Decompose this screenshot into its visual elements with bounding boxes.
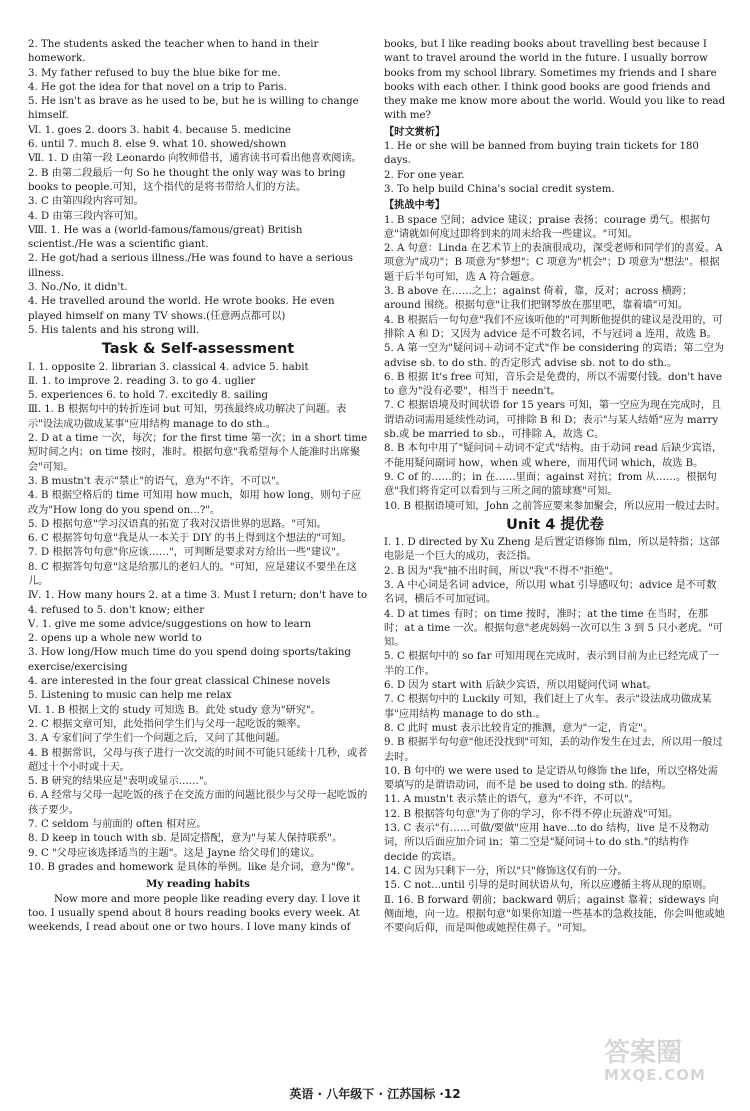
answer-line: Ⅴ. 1. give me some advice/suggestions on how to learn bbox=[28, 618, 312, 630]
section-title-shishi: 【时文赏析】 bbox=[384, 125, 446, 138]
essay-paragraph: Now more and more people like reading every day. I love it too. I usually spend about 8 hours reading books every week. At weekends, I read about one or two hours. I love many kinds of bbox=[28, 893, 361, 934]
answer-line: 3. B mustn't 表示"禁止"的语气，意为"不许，不可以"。 bbox=[28, 475, 286, 487]
answer-line: 5. B 研究的结果应是"表明或显示……"。 bbox=[28, 776, 214, 788]
answer-line: 5. Listening to music can help me relax bbox=[28, 690, 232, 702]
answer-line: 10. B 句中的 we were used to 是定语从句修饰 the life，所以空格处需要填写的是谓语动词，而不是 be used to doing sth. 的结构。 bbox=[384, 765, 718, 792]
answer-line: 8. B 本句中用了"疑问词＋动词不定式"结构。由于动词 read 后缺少宾语，不能用疑问副词 how，when 或 where，而用代词 which，故选 B。 bbox=[384, 443, 723, 469]
answer-line: Ⅱ. 1. to improve 2. reading 3. to go 4. uglier bbox=[28, 375, 256, 387]
answer-line: 9. C "父母应该选择适当的主题"。这是 Jayne 给父母们的建议。 bbox=[28, 847, 321, 859]
answer-line: 4. B 根据后一句句意"我们不应该听他的"可判断他提供的建议是没用的，可排除 A 和 D；又因为 advice 是不可数名词，不与冠词 a 连用，故选 B。 bbox=[384, 314, 723, 340]
answer-line: 5. He isn't as brave as he used to be, but he is willing to change himself. bbox=[28, 96, 359, 122]
answer-line: 3. My father refused to buy the blue bike for me. bbox=[28, 67, 281, 79]
answer-line: Ⅰ. 1. D directed by Xu Zheng 是后置定语修饰 film，所以是特指；这部电影是一个巨大的成功，表泛指。 bbox=[384, 537, 720, 563]
answer-line: 2. B 因为"我"抽不出时间，所以"我"不得不"拒绝"。 bbox=[384, 565, 620, 577]
answer-line: 2. B 由第二段最后一句 So he thought the only way was to bring books to people.可知，这个指代的是将书带给人们的方法。 bbox=[28, 167, 346, 193]
left-column bbox=[28, 38, 368, 935]
answer-line: 4. are interested in the four great classical Chinese novels bbox=[28, 676, 331, 688]
answer-line: 6. A 经常与父母一起吃饭的孩子在交流方面的问题比很少与父母一起吃饭的孩子要少。 bbox=[28, 790, 368, 816]
answer-line: 7. D 根据答句句意"你应该……"，可判断是要求对方给出一些"建议"。 bbox=[28, 547, 347, 559]
answer-line: 4. B 根据空格后的 time 可知用 how much，如用 how long，则句子应改为"How long do you spend on...?"。 bbox=[28, 490, 362, 516]
answer-line: Ⅵ. 1. goes 2. doors 3. habit 4. because 5. medicine bbox=[28, 124, 291, 136]
answer-line: 3. A 专家们问了学生们一个问题之后，又问了其他问题。 bbox=[28, 733, 286, 745]
answer-line: 8. D keep in touch with sb. 是固定搭配，意为"与某人保持联系"。 bbox=[28, 833, 343, 845]
watermark-sub: MXQE.COM bbox=[604, 1066, 706, 1084]
answer-line: Ⅶ. 1. D 由第一段 Leonardo 向牧师借书，通宵读书可看出他喜欢阅读。 bbox=[28, 153, 362, 165]
answer-line: 2. C 根据文章可知，此处指问学生们与父母一起吃饭的频率。 bbox=[28, 718, 307, 730]
answer-line: 11. A mustn't 表示禁止的语气，意为"不许，不可以"。 bbox=[384, 794, 639, 806]
answer-line: 14. C 因为只剩下一分，所以"只"修饰这仅有的一分。 bbox=[384, 865, 628, 877]
answer-line: 2. A 句意：Linda 在艺术节上的表演很成功，深受老师和同学们的喜爱。A 项意为"成功"；B 项意为"梦想"；C 项意为"机会"；D 项意为"想法"。根据题干后半句可知，选 A 符合题意。 bbox=[384, 243, 723, 283]
section-title-task: Task & Self-assessment bbox=[101, 341, 295, 358]
page-footer: 英语 · 八年级下 · 江苏国标 ·12 bbox=[289, 1087, 461, 1101]
answer-line: 4. D 由第三段内容可知。 bbox=[28, 210, 145, 222]
answer-line: 3. To help build China's social credit system. bbox=[384, 183, 615, 195]
answer-line: 1. B space 空间；advice 建议；praise 表扬；courage 勇气。根据句意"请就如何度过即将到来的周末给我一些建议。"可知。 bbox=[384, 214, 711, 240]
section-title-unit4: Unit 4 提优卷 bbox=[506, 516, 604, 533]
essay-title: My reading habits bbox=[146, 878, 250, 891]
answer-line: 10. B 根据语境可知，John 之前答应要来参加聚会，所以应用一般过去时。 bbox=[384, 500, 726, 512]
answer-line: 4. He travelled around the world. He wrote books. He even played himself on many TV shows.(任意两点都可以) bbox=[28, 296, 335, 322]
answer-line: 9. C of 的……的；in 在……里面；against 对抗；from 从……。根据句意"我们将肯定可以看到与三所之间的篮球赛"可知。 bbox=[384, 471, 717, 498]
answer-line: 3. A 中心词是名词 advice，所以用 what 引导感叹句；advice 是不可数名词，横后不可加冠词。 bbox=[384, 579, 717, 606]
answer-line: 9. B 根据半句句意"他还没找到"可知，丢的动作发生在过去，所以用一般过去时。 bbox=[384, 737, 723, 763]
answer-line: Ⅷ. 1. He was a (world-famous/famous/great) British scientist./He was a scientific giant. bbox=[28, 224, 303, 251]
answer-line: 2. For one year. bbox=[384, 169, 465, 181]
answer-line: 1. He or she will be banned from buying train tickets for 180 days. bbox=[384, 141, 699, 167]
right-column bbox=[384, 38, 726, 936]
answer-line: 5. D 根据句意"学习汉语真的拓宽了我对汉语世界的思路。"可知。 bbox=[28, 518, 327, 530]
essay-continuation: books, but I like reading books about travelling best because I want to travel around the world in the future. I usually borrow books from my school library. Sometimes my friends and I share books with each other. I think good books are good friends and they make me know more about the world. Would you like to read with me? bbox=[384, 39, 726, 122]
answer-line: 6. B 根据 It's free 可知，音乐会是免费的，所以不需要付钱。don't have to 意为"没有必要"，相当于 needn't。 bbox=[384, 371, 722, 398]
answer-line: 5. His talents and his strong will. bbox=[28, 324, 200, 336]
answer-line: 13. C 表示"有……可做/要做"应用 have...to do 结构，live 是不及物动词，所以后面应加介词 in；第二空是"疑问词＋to do sth."的结构作 decide 的宾语。 bbox=[384, 823, 710, 863]
watermark-main: 答案圈 bbox=[604, 1038, 683, 1068]
answer-line: 2. opens up a whole new world to bbox=[28, 633, 202, 645]
answer-line: 4. B 根据常识，父母与孩子进行一次交流的时间不可能只延续十几秒，或者超过十个小时或十天。 bbox=[28, 747, 368, 773]
answer-line: 6. C 根据答句句意"我是从一本关于 DIY 的书上得到这个想法的"可知。 bbox=[28, 533, 352, 545]
watermark-logo bbox=[604, 1040, 706, 1084]
answer-line: 7. C 根据句中的 Luckily 可知，我们赶上了火车。表示"设法成功做成某事"应用结构 manage to do sth.。 bbox=[384, 694, 712, 720]
answer-line: 3. How long/How much time do you spend doing sports/taking exercise/exercising bbox=[28, 647, 351, 673]
section-title-tiaozhan: 【挑战中考】 bbox=[384, 199, 446, 212]
answer-line: 12. B 根据答句句意"为了你的学习，你不得不停止玩游戏"可知。 bbox=[384, 808, 679, 820]
answer-line: 8. C 根据答句句意"这是给那儿的老妇人的。"可知，应是建议不要坐在这儿。 bbox=[28, 561, 357, 587]
answer-line: 5. A 第一空为"疑问词＋动词不定式"作 be considering 的宾语；第二空为 advise sb. to do sth. 的否定形式 advise sb. not to do sth.。 bbox=[384, 343, 724, 369]
answer-line: Ⅰ. 1. opposite 2. librarian 3. classical 4. advice 5. habit bbox=[28, 361, 309, 373]
answer-line: Ⅳ. 1. How many hours 2. at a time 3. Must I return; don't have to 4. refused to 5. don't know; either bbox=[28, 590, 368, 616]
answer-line: 2. The students asked the teacher when to hand in their homework. bbox=[28, 39, 319, 65]
answer-line: Ⅲ. 1. B 根据句中的转折连词 but 可知，男孩最终成功解决了问题。表示"设法成功做成某事"应用结构 manage to do sth.。 bbox=[28, 404, 347, 430]
answer-line: 6. D 因为 start with 后缺少宾语，所以用疑问代词 what。 bbox=[384, 680, 657, 692]
answer-line: 4. He got the idea for that novel on a trip to Paris. bbox=[28, 81, 287, 93]
answer-line: 7. C seldom 与前面的 often 相对应。 bbox=[28, 819, 207, 831]
answer-line: Ⅵ. 1. B 根据上文的 study 可知选 B。此处 study 意为"研究"。 bbox=[28, 704, 321, 716]
answer-line: 5. experiences 6. to hold 7. excitedly 8. sailing bbox=[28, 390, 269, 402]
answer-line: 2. He got/had a serious illness./He was found to have a serious illness. bbox=[28, 253, 353, 279]
answer-line: 3. No./No, it didn't. bbox=[28, 282, 128, 294]
answer-line: 5. C 根据句中的 so far 可知用现在完成时，表示到目前为止已经完成了一半的工作。 bbox=[384, 651, 719, 677]
answer-line: 6. until 7. much 8. else 9. what 10. showed/shown bbox=[28, 139, 287, 151]
answer-line: 2. D at a time 一次，每次；for the first time 第一次；in a short time 短时间之内；on time 按时，准时。根据句意"我希望每个人能准时出席聚会"可知。 bbox=[28, 433, 368, 473]
answer-line: 7. C 根据语境及时间状语 for 15 years 可知，第一空应为现在完成时，且谓语动词需用延续性动词，可排除 B 和 D；表示"与某人结婚"应为 marry sb.或 be married to sb.，可排除 A，故选 C。 bbox=[384, 400, 722, 441]
answer-line: 10. B grades and homework 是具体的举例。like 是介词，意为"像"。 bbox=[28, 861, 361, 873]
answer-line: 3. C 由第四段内容可知。 bbox=[28, 196, 144, 208]
answer-line: 8. C 此时 must 表示比较肯定的推测，意为"一定，肯定"。 bbox=[384, 722, 654, 734]
answer-line: 3. B above 在……之上；against 倚着，靠，反对；across 横跨；around 围绕。根据句意"让我们把钢琴放在那里吧，靠着墙"可知。 bbox=[384, 286, 693, 312]
answer-line: Ⅱ. 16. B forward 朝前；backward 朝后；against 靠着；sideways 向侧面地，向一边。根据句意"如果你知道一些基本的急救技能，你会叫他或她不要向后仰，而是叫他或她捏住鼻子。"可知。 bbox=[384, 894, 725, 935]
answer-line: 4. D at times 有时；on time 按时，准时；at the time 在当时，在那时；at a time 一次。根据句意"老虎妈妈一次可以生 3 到 5 只小老虎。"可知。 bbox=[384, 608, 723, 649]
answer-line: 15. C not...until 引导的是时间状语从句，所以应遵循主将从现的原则。 bbox=[384, 880, 713, 892]
